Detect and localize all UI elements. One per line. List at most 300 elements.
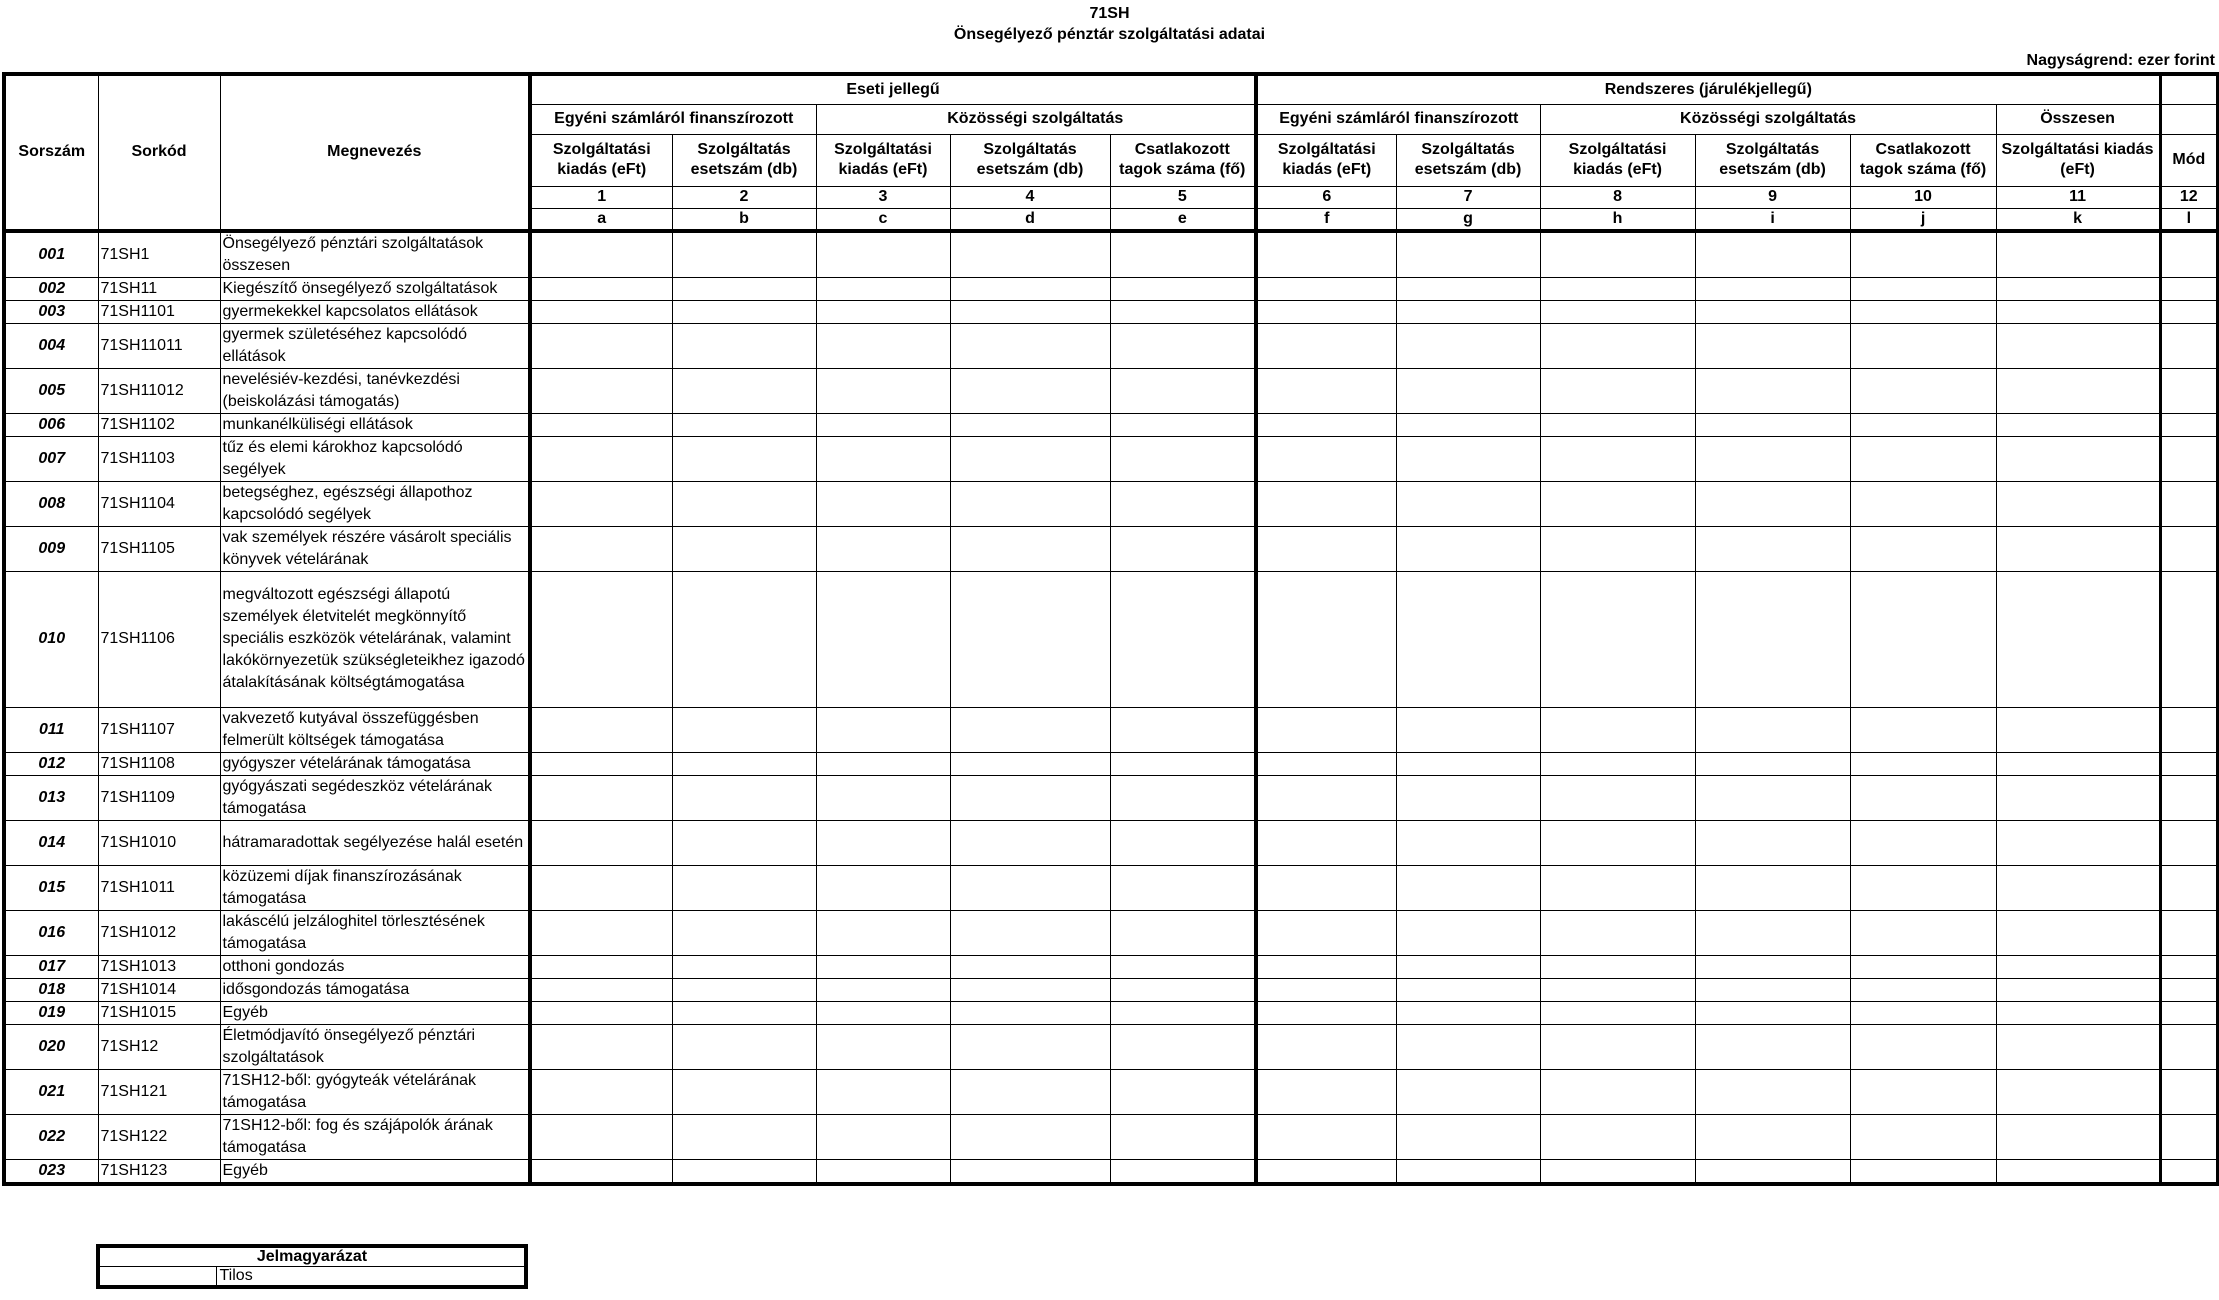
data-cell[interactable] (530, 1159, 672, 1184)
data-cell[interactable] (950, 413, 1110, 436)
data-cell[interactable] (816, 436, 950, 481)
data-cell[interactable] (2160, 413, 2218, 436)
data-cell[interactable] (672, 413, 816, 436)
data-cell[interactable] (1110, 413, 1256, 436)
data-cell[interactable] (1396, 481, 1540, 526)
data-cell[interactable] (1396, 1114, 1540, 1159)
data-cell[interactable] (530, 910, 672, 955)
data-cell[interactable] (1540, 1159, 1695, 1184)
data-cell[interactable] (1850, 277, 1996, 300)
data-cell[interactable] (1256, 1159, 1396, 1184)
data-cell[interactable] (950, 1114, 1110, 1159)
data-cell[interactable] (1540, 436, 1695, 481)
data-cell[interactable] (1396, 300, 1540, 323)
data-cell[interactable] (1256, 820, 1396, 865)
data-cell[interactable] (1695, 323, 1850, 368)
data-cell[interactable] (1850, 323, 1996, 368)
data-cell[interactable] (1540, 910, 1695, 955)
data-cell[interactable] (1850, 707, 1996, 752)
data-cell[interactable] (672, 910, 816, 955)
data-cell[interactable] (950, 978, 1110, 1001)
data-cell[interactable] (530, 820, 672, 865)
row-sorkod: 71SH1013 (98, 955, 220, 978)
data-cell[interactable] (1996, 1159, 2160, 1184)
data-cell[interactable] (1996, 820, 2160, 865)
data-cell[interactable] (1110, 1069, 1256, 1114)
data-cell[interactable] (950, 571, 1110, 707)
data-cell[interactable] (1695, 752, 1850, 775)
data-cell[interactable] (816, 707, 950, 752)
data-cell[interactable] (1850, 231, 1996, 278)
data-cell[interactable] (1256, 1114, 1396, 1159)
data-cell[interactable] (816, 1069, 950, 1114)
data-cell[interactable] (2160, 820, 2218, 865)
data-cell[interactable] (816, 277, 950, 300)
data-cell[interactable] (1850, 436, 1996, 481)
data-cell[interactable] (1996, 277, 2160, 300)
data-cell[interactable] (1396, 775, 1540, 820)
data-cell[interactable] (950, 436, 1110, 481)
data-cell[interactable] (950, 277, 1110, 300)
data-cell[interactable] (1256, 231, 1396, 278)
data-cell[interactable] (530, 1024, 672, 1069)
data-cell[interactable] (816, 1024, 950, 1069)
data-cell[interactable] (672, 323, 816, 368)
data-cell[interactable] (2160, 1024, 2218, 1069)
data-cell[interactable] (2160, 1159, 2218, 1184)
data-cell[interactable] (1110, 707, 1256, 752)
data-cell[interactable] (1540, 277, 1695, 300)
data-cell[interactable] (1695, 775, 1850, 820)
data-cell[interactable] (1396, 413, 1540, 436)
data-cell[interactable] (1695, 368, 1850, 413)
data-cell[interactable] (816, 526, 950, 571)
data-cell[interactable] (1396, 820, 1540, 865)
data-cell[interactable] (1110, 481, 1256, 526)
col-number: 6 (1256, 186, 1396, 208)
data-cell[interactable] (1996, 910, 2160, 955)
data-cell[interactable] (1996, 752, 2160, 775)
data-cell[interactable] (1110, 300, 1256, 323)
data-cell[interactable] (1695, 571, 1850, 707)
data-cell[interactable] (1996, 368, 2160, 413)
data-cell[interactable] (530, 481, 672, 526)
data-cell[interactable] (950, 323, 1110, 368)
data-cell[interactable] (1996, 413, 2160, 436)
data-cell[interactable] (2160, 571, 2218, 707)
data-cell[interactable] (1396, 752, 1540, 775)
row-sorkod: 71SH1108 (98, 752, 220, 775)
col-letter: a (530, 208, 672, 231)
data-cell[interactable] (1850, 1114, 1996, 1159)
data-cell[interactable] (816, 1001, 950, 1024)
data-cell[interactable] (530, 865, 672, 910)
data-cell[interactable] (530, 300, 672, 323)
data-cell[interactable] (950, 300, 1110, 323)
data-cell[interactable] (530, 436, 672, 481)
data-cell[interactable] (1996, 1069, 2160, 1114)
data-cell[interactable] (1256, 910, 1396, 955)
data-cell[interactable] (530, 752, 672, 775)
data-cell[interactable] (1996, 1114, 2160, 1159)
data-cell[interactable] (1540, 481, 1695, 526)
data-cell[interactable] (530, 231, 672, 278)
data-cell[interactable] (1256, 277, 1396, 300)
data-cell[interactable] (1396, 1159, 1540, 1184)
data-cell[interactable] (530, 323, 672, 368)
data-cell[interactable] (2160, 1069, 2218, 1114)
data-cell[interactable] (530, 526, 672, 571)
data-cell[interactable] (1695, 413, 1850, 436)
data-cell[interactable] (2160, 775, 2218, 820)
data-cell[interactable] (816, 413, 950, 436)
row-sorszam: 014 (4, 820, 98, 865)
data-cell[interactable] (1540, 1001, 1695, 1024)
data-cell[interactable] (1110, 865, 1256, 910)
data-cell[interactable] (950, 1001, 1110, 1024)
data-cell[interactable] (816, 910, 950, 955)
data-cell[interactable] (1695, 1001, 1850, 1024)
data-cell[interactable] (1396, 910, 1540, 955)
row-sorszam: 004 (4, 323, 98, 368)
data-cell[interactable] (816, 300, 950, 323)
data-cell[interactable] (2160, 752, 2218, 775)
data-cell[interactable] (1850, 571, 1996, 707)
data-cell[interactable] (1850, 526, 1996, 571)
data-cell[interactable] (1396, 323, 1540, 368)
data-cell[interactable] (1540, 775, 1695, 820)
data-cell[interactable] (1850, 910, 1996, 955)
data-cell[interactable] (2160, 526, 2218, 571)
data-cell[interactable] (672, 436, 816, 481)
data-cell[interactable] (1540, 978, 1695, 1001)
data-cell[interactable] (1110, 752, 1256, 775)
col-label: Szolgáltatás esetszám (db) (1695, 134, 1850, 186)
data-cell[interactable] (1110, 368, 1256, 413)
data-cell[interactable] (530, 413, 672, 436)
data-cell[interactable] (1540, 526, 1695, 571)
data-cell[interactable] (1996, 955, 2160, 978)
data-cell[interactable] (1850, 955, 1996, 978)
data-cell[interactable] (2160, 277, 2218, 300)
data-cell[interactable] (1256, 413, 1396, 436)
data-cell[interactable] (1996, 436, 2160, 481)
data-cell[interactable] (1396, 571, 1540, 707)
data-cell[interactable] (2160, 955, 2218, 978)
data-cell[interactable] (816, 978, 950, 1001)
data-cell[interactable] (1850, 1024, 1996, 1069)
row-sorszam: 007 (4, 436, 98, 481)
col-label: Szolgáltatás esetszám (db) (950, 134, 1110, 186)
data-cell[interactable] (1850, 300, 1996, 323)
data-cell[interactable] (1996, 571, 2160, 707)
data-cell[interactable] (672, 277, 816, 300)
data-cell[interactable] (816, 865, 950, 910)
data-cell[interactable] (950, 955, 1110, 978)
data-cell[interactable] (672, 368, 816, 413)
data-cell[interactable] (530, 368, 672, 413)
data-cell[interactable] (1695, 1024, 1850, 1069)
data-cell[interactable] (672, 1159, 816, 1184)
row-sorkod: 71SH1 (98, 231, 220, 278)
data-cell[interactable] (1540, 1024, 1695, 1069)
data-cell[interactable] (672, 571, 816, 707)
data-cell[interactable] (1396, 865, 1540, 910)
data-cell[interactable] (1850, 978, 1996, 1001)
data-cell[interactable] (816, 775, 950, 820)
data-cell[interactable] (672, 1024, 816, 1069)
data-cell[interactable] (2160, 300, 2218, 323)
table-row (4, 1001, 2218, 1024)
data-cell[interactable] (1396, 526, 1540, 571)
row-sorszam: 017 (4, 955, 98, 978)
data-cell[interactable] (1850, 775, 1996, 820)
table-row (4, 1024, 2218, 1069)
data-cell[interactable] (2160, 910, 2218, 955)
data-cell[interactable] (1540, 707, 1695, 752)
data-cell[interactable] (672, 775, 816, 820)
data-cell[interactable] (1996, 865, 2160, 910)
data-cell[interactable] (530, 955, 672, 978)
data-cell[interactable] (1396, 277, 1540, 300)
data-cell[interactable] (672, 1069, 816, 1114)
data-cell[interactable] (672, 481, 816, 526)
data-cell[interactable] (672, 955, 816, 978)
data-cell[interactable] (1256, 865, 1396, 910)
data-cell[interactable] (530, 1069, 672, 1114)
data-cell[interactable] (1996, 1024, 2160, 1069)
data-cell[interactable] (1110, 910, 1256, 955)
data-cell[interactable] (1996, 1001, 2160, 1024)
data-cell[interactable] (530, 277, 672, 300)
data-cell[interactable] (530, 707, 672, 752)
col-letter: b (672, 208, 816, 231)
data-cell[interactable] (1110, 1024, 1256, 1069)
data-cell[interactable] (1540, 1114, 1695, 1159)
data-cell[interactable] (2160, 231, 2218, 278)
row-sorkod: 71SH1015 (98, 1001, 220, 1024)
data-cell[interactable] (672, 865, 816, 910)
table-row (4, 1069, 2218, 1114)
data-cell[interactable] (1695, 277, 1850, 300)
data-cell[interactable] (530, 978, 672, 1001)
data-cell[interactable] (530, 1114, 672, 1159)
data-cell[interactable] (1540, 368, 1695, 413)
data-cell[interactable] (1256, 752, 1396, 775)
data-cell[interactable] (1996, 231, 2160, 278)
data-cell[interactable] (1850, 820, 1996, 865)
data-cell[interactable] (1850, 1001, 1996, 1024)
data-cell[interactable] (1540, 955, 1695, 978)
data-cell[interactable] (1396, 1024, 1540, 1069)
data-cell[interactable] (1850, 1069, 1996, 1114)
row-sorkod: 71SH122 (98, 1114, 220, 1159)
data-cell[interactable] (1996, 323, 2160, 368)
data-cell[interactable] (1695, 707, 1850, 752)
data-cell[interactable] (1695, 300, 1850, 323)
row-sorszam: 022 (4, 1114, 98, 1159)
data-cell[interactable] (2160, 707, 2218, 752)
data-cell[interactable] (1110, 820, 1256, 865)
data-cell[interactable] (1996, 481, 2160, 526)
data-cell[interactable] (950, 368, 1110, 413)
data-cell[interactable] (1540, 1069, 1695, 1114)
data-cell[interactable] (2160, 1114, 2218, 1159)
data-cell[interactable] (1695, 865, 1850, 910)
data-cell[interactable] (950, 481, 1110, 526)
data-cell[interactable] (1110, 323, 1256, 368)
data-cell[interactable] (530, 775, 672, 820)
data-cell[interactable] (1396, 436, 1540, 481)
data-cell[interactable] (530, 1001, 672, 1024)
data-cell[interactable] (1110, 775, 1256, 820)
data-cell[interactable] (1695, 910, 1850, 955)
data-cell[interactable] (1110, 1159, 1256, 1184)
data-cell[interactable] (1396, 368, 1540, 413)
data-cell[interactable] (1256, 1069, 1396, 1114)
header-osszesen: Összesen (1996, 104, 2160, 134)
data-cell[interactable] (950, 775, 1110, 820)
data-cell[interactable] (816, 1159, 950, 1184)
data-cell[interactable] (1996, 775, 2160, 820)
data-cell[interactable] (1110, 571, 1256, 707)
data-cell[interactable] (816, 368, 950, 413)
data-cell[interactable] (1110, 436, 1256, 481)
data-cell[interactable] (1396, 955, 1540, 978)
data-cell[interactable] (1256, 436, 1396, 481)
data-cell[interactable] (1850, 752, 1996, 775)
data-cell[interactable] (2160, 368, 2218, 413)
data-cell[interactable] (1110, 526, 1256, 571)
data-cell[interactable] (1256, 300, 1396, 323)
data-cell[interactable] (1540, 231, 1695, 278)
data-cell[interactable] (1996, 526, 2160, 571)
data-cell[interactable] (1850, 865, 1996, 910)
row-sorkod: 71SH12 (98, 1024, 220, 1069)
data-cell[interactable] (1850, 368, 1996, 413)
data-cell[interactable] (1256, 526, 1396, 571)
data-cell[interactable] (950, 526, 1110, 571)
data-cell[interactable] (1850, 481, 1996, 526)
data-cell[interactable] (1695, 436, 1850, 481)
data-cell[interactable] (1695, 978, 1850, 1001)
row-sorszam: 018 (4, 978, 98, 1001)
data-cell[interactable] (2160, 978, 2218, 1001)
data-cell[interactable] (1695, 955, 1850, 978)
data-cell[interactable] (1110, 277, 1256, 300)
data-cell[interactable] (672, 1114, 816, 1159)
data-cell[interactable] (816, 323, 950, 368)
data-cell[interactable] (950, 1069, 1110, 1114)
data-cell[interactable] (1110, 1001, 1256, 1024)
data-cell[interactable] (1256, 481, 1396, 526)
data-cell[interactable] (1695, 1159, 1850, 1184)
data-cell[interactable] (1396, 231, 1540, 278)
data-cell[interactable] (816, 571, 950, 707)
data-cell[interactable] (1695, 1114, 1850, 1159)
data-cell[interactable] (1110, 231, 1256, 278)
data-cell[interactable] (1110, 955, 1256, 978)
data-cell[interactable] (1540, 865, 1695, 910)
data-cell[interactable] (950, 1024, 1110, 1069)
data-cell[interactable] (950, 910, 1110, 955)
data-cell[interactable] (2160, 323, 2218, 368)
data-cell[interactable] (816, 955, 950, 978)
data-cell[interactable] (1540, 820, 1695, 865)
data-cell[interactable] (1540, 571, 1695, 707)
data-cell[interactable] (530, 571, 672, 707)
data-cell[interactable] (1396, 1001, 1540, 1024)
data-cell[interactable] (816, 231, 950, 278)
data-cell[interactable] (1695, 526, 1850, 571)
data-cell[interactable] (1540, 323, 1695, 368)
data-cell[interactable] (950, 1159, 1110, 1184)
data-cell[interactable] (1996, 707, 2160, 752)
data-cell[interactable] (1256, 707, 1396, 752)
data-cell[interactable] (672, 752, 816, 775)
data-cell[interactable] (672, 526, 816, 571)
data-cell[interactable] (816, 481, 950, 526)
data-cell[interactable] (1256, 571, 1396, 707)
data-cell[interactable] (1996, 978, 2160, 1001)
data-cell[interactable] (672, 707, 816, 752)
data-cell[interactable] (1256, 978, 1396, 1001)
data-cell[interactable] (950, 865, 1110, 910)
data-cell[interactable] (1850, 1159, 1996, 1184)
data-cell[interactable] (1110, 1114, 1256, 1159)
row-sorszam: 009 (4, 526, 98, 571)
data-cell[interactable] (1256, 323, 1396, 368)
data-cell[interactable] (816, 820, 950, 865)
data-cell[interactable] (1850, 413, 1996, 436)
data-cell[interactable] (950, 820, 1110, 865)
data-cell[interactable] (1695, 231, 1850, 278)
data-cell[interactable] (1540, 300, 1695, 323)
data-cell[interactable] (2160, 436, 2218, 481)
data-cell[interactable] (1540, 752, 1695, 775)
data-cell[interactable] (1256, 1024, 1396, 1069)
data-cell[interactable] (1256, 775, 1396, 820)
data-cell[interactable] (1256, 368, 1396, 413)
data-cell[interactable] (1996, 300, 2160, 323)
data-cell[interactable] (950, 752, 1110, 775)
col-letter: i (1695, 208, 1850, 231)
data-cell[interactable] (950, 231, 1110, 278)
data-cell[interactable] (1110, 978, 1256, 1001)
data-cell[interactable] (1695, 820, 1850, 865)
data-cell[interactable] (2160, 1001, 2218, 1024)
data-cell[interactable] (816, 1114, 950, 1159)
data-cell[interactable] (1695, 481, 1850, 526)
data-cell[interactable] (1396, 1069, 1540, 1114)
row-sorszam: 003 (4, 300, 98, 323)
data-cell[interactable] (1396, 707, 1540, 752)
data-cell[interactable] (1540, 413, 1695, 436)
data-cell[interactable] (672, 300, 816, 323)
data-cell[interactable] (1256, 1001, 1396, 1024)
data-cell[interactable] (2160, 481, 2218, 526)
data-cell[interactable] (672, 978, 816, 1001)
data-cell[interactable] (1695, 1069, 1850, 1114)
data-cell[interactable] (672, 820, 816, 865)
data-cell[interactable] (1396, 978, 1540, 1001)
data-cell[interactable] (816, 752, 950, 775)
data-cell[interactable] (1256, 955, 1396, 978)
data-cell[interactable] (672, 231, 816, 278)
data-cell[interactable] (2160, 865, 2218, 910)
data-cell[interactable] (672, 1001, 816, 1024)
data-cell[interactable] (950, 707, 1110, 752)
